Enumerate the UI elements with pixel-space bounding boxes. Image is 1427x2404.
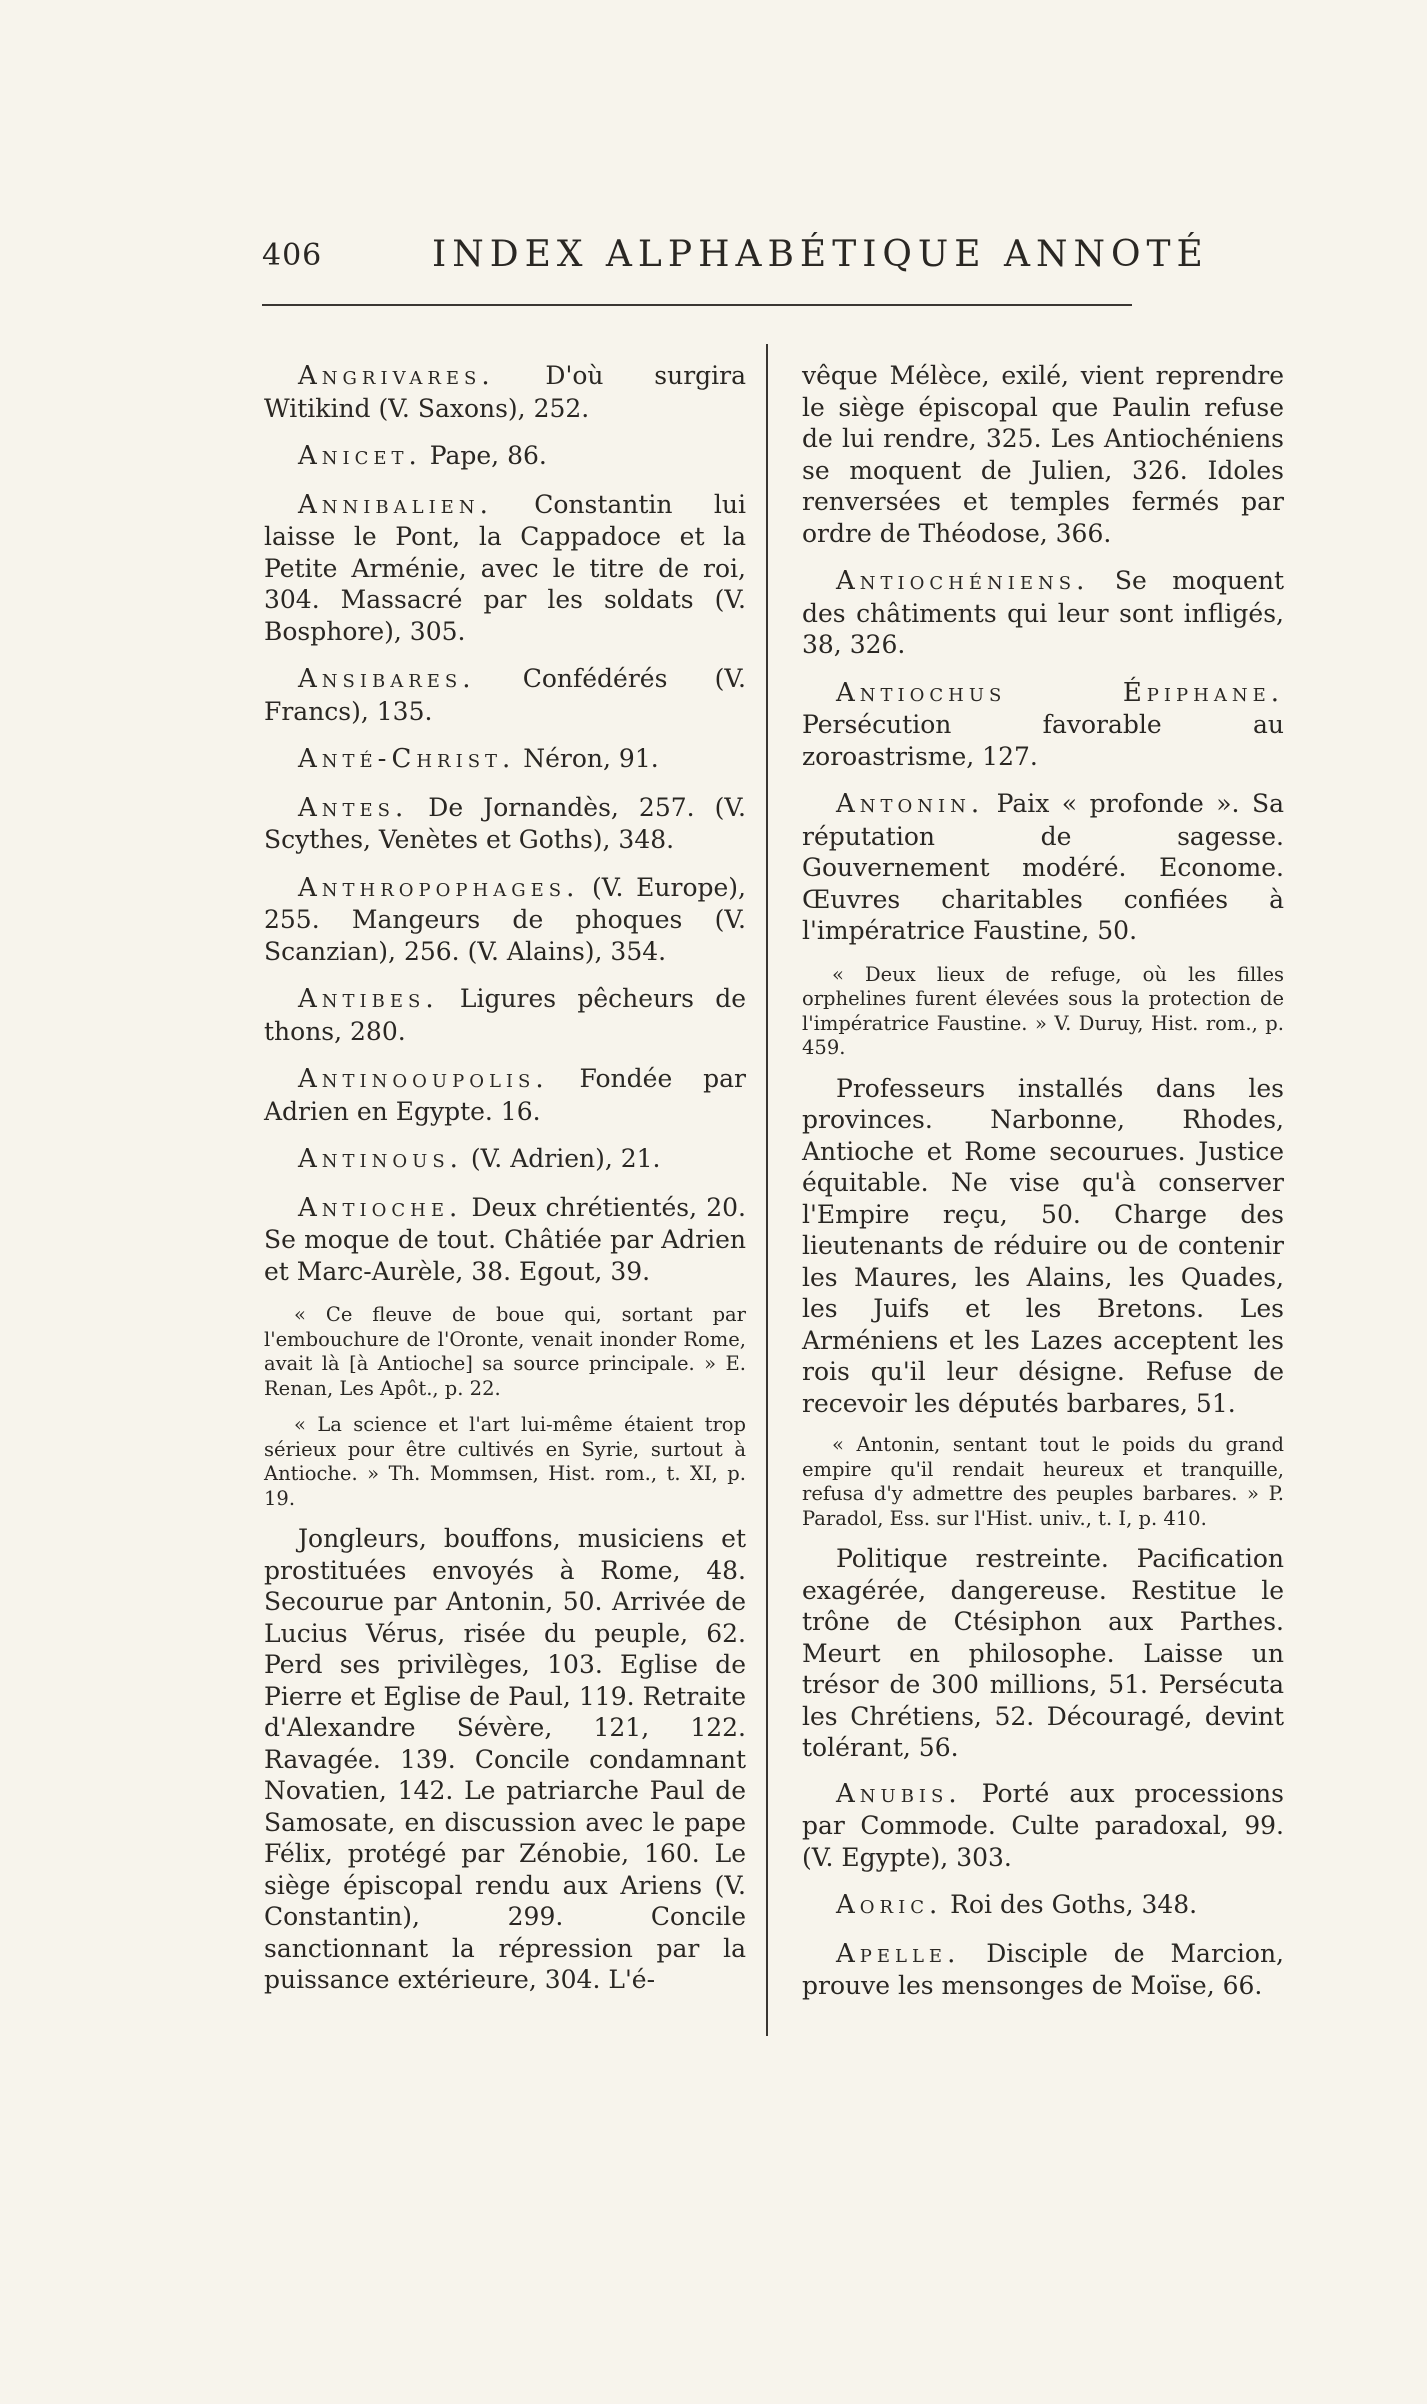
entry-text: (V. Adrien), 21. bbox=[462, 1144, 661, 1173]
index-entry bbox=[802, 1889, 1284, 1922]
entry-text: Confédérés (V. Francs), 135. bbox=[264, 664, 746, 726]
entry-text: Deux chrétientés, 20. Se moque de tout. Châtiée par Adrien et Marc-Aurèle, 38. Egout, 39. bbox=[264, 1192, 746, 1286]
left-column bbox=[264, 360, 746, 2010]
citation-quote: « La science et l'art lui-même étaient trop sérieux pour être cultivés en Syrie, surtout à Antioche. » Th. Mommsen, Hist. rom., t. XI, p. 19. bbox=[264, 1413, 746, 1510]
index-entry bbox=[802, 1938, 1284, 2002]
citation-quote: « Ce fleuve de boue qui, sortant par l'embouchure de l'Oronte, venait inonder Rome, avait là [à Antioche] sa source principale. » E. Renan, Les Apôt., p. 22. bbox=[264, 1303, 746, 1400]
entry-text: Néron, 91. bbox=[515, 744, 659, 773]
entry-text: Pape, 86. bbox=[421, 441, 547, 470]
entry-text: De Jornandès, 257. (V. Scythes, Venètes et Goths), 348. bbox=[264, 792, 746, 854]
citation-quote: « Deux lieux de refuge, où les filles orphelines furent élevées sous la protection de l'impératrice Faustine. » V. Duruy, Hist. rom., p. 459. bbox=[802, 962, 1284, 1059]
entry-text: Ligures pêcheurs de thons, 280. bbox=[264, 984, 746, 1046]
entry-continuation: vêque Mélèce, exilé, vient reprendre le siège épiscopal que Paulin refuse de lui rendre, 325. Les Antiochéniens se moquent de Julien, 326. Idoles renversées et temples fermés par ordre de Théodose, 366. bbox=[802, 361, 1284, 548]
index-entry bbox=[802, 1778, 1284, 1874]
entry-continuation: Jongleurs, bouffons, musiciens et prostituées envoyés à Rome, 48. Secourue par Antonin, 50. Arrivée de Lucius Vérus, risée du peuple, 62. Perd ses privilèges, 103. Eglise de Pierre et Eglise de Paul, 119. Retraite d'Alexandre Sévère, 121, 122. Ravagée. 139. Concile condamnant Novatien, 142. Le patriarche Paul de Samosate, en discussion avec le pape Félix, protégé par Zénobie, 160. Le siège épiscopal rendu aux Ariens (V. Constantin), 299. Concile sanctionnant la répression par la puissance extérieure, 304. L'é- bbox=[264, 1524, 746, 1994]
header-rule bbox=[262, 304, 1132, 306]
entry-paragraph: Professeurs installés dans les provinces. Narbonne, Rhodes, Antioche et Rome secourues. Justice équitable. Ne vise qu'à conserver l'Empire reçu, 50. Charge des lieutenants de réduire ou de contenir les Maures, les Alains, les Quades, les Juifs et les Bretons. Les Arméniens et les Lazes acceptent les rois qu'il leur désigne. Refuse de recevoir les députés barbares, 51. bbox=[802, 1073, 1284, 1418]
entry-head: Anté-Christ. bbox=[298, 744, 516, 774]
entry-text: Roi des Goths, 348. bbox=[942, 1890, 1198, 1919]
entry-head: Anicet. bbox=[298, 441, 422, 471]
entry-text: Paix « profonde ». Sa réputation de sagesse. Gouvernement modéré. Econome. Œuvres charitables confiées à l'impératrice Faustine, 50. bbox=[802, 789, 1284, 945]
index-entry bbox=[264, 663, 746, 727]
column-divider bbox=[766, 344, 768, 2036]
entry-text: Se moquent des châtiments qui leur sont infligés, 38, 326. bbox=[802, 566, 1284, 659]
entry-head: Antes. bbox=[298, 792, 409, 823]
entry-text: Porté aux processions par Commode. Culte paradoxal, 99. (V. Egypte), 303. bbox=[802, 1778, 1284, 1872]
entry-head: Antinous. bbox=[298, 1144, 463, 1174]
index-entry bbox=[264, 983, 746, 1047]
entry-text: Disciple de Marcion, prouve les mensonges de Moïse, 66. bbox=[802, 1938, 1284, 2000]
entry-paragraph: Politique restreinte. Pacification exagérée, dangereuse. Restitue le trône de Ctésiphon aux Parthes. Meurt en philosophe. Laisse un trésor de 300 millions, 51. Persécuta les Chrétiens, 52. Découragé, devint tolérant, 56. bbox=[802, 1544, 1284, 1762]
page-title: INDEX ALPHABÉTIQUE ANNOTÉ bbox=[432, 234, 1209, 275]
entry-head: Anthropophages. bbox=[298, 872, 580, 903]
page-header bbox=[0, 234, 1427, 278]
index-entry bbox=[264, 489, 746, 648]
index-entry bbox=[264, 792, 746, 856]
entry-head: Angrivares. bbox=[298, 361, 495, 391]
entry-head: Aoric. bbox=[836, 1890, 943, 1920]
entry-head: Antonin. bbox=[836, 789, 985, 819]
entry-text: (V. Europe), 255. Mangeurs de phoques (V. Scanzian), 256. (V. Alains), 354. bbox=[264, 872, 746, 966]
entry-head: Antibes. bbox=[298, 984, 439, 1014]
entry-head: Ansibares. bbox=[298, 664, 476, 694]
index-entry bbox=[264, 1143, 746, 1176]
citation-quote: « Antonin, sentant tout le poids du grand empire qu'il rendait heureux et tranquille, refusa d'y admettre des peuples barbares. » P. Paradol, Ess. sur l'Hist. univ., t. I, p. 410. bbox=[802, 1433, 1284, 1530]
entry-head: Antiochus Épiphane. bbox=[836, 677, 1284, 708]
index-entry bbox=[264, 1063, 746, 1127]
entry-text: Fondée par Adrien en Egypte. 16. bbox=[264, 1064, 746, 1126]
index-entry bbox=[264, 872, 746, 968]
index-entry bbox=[264, 1192, 746, 1288]
right-column bbox=[802, 360, 1284, 2018]
entry-text: Constantin lui laisse le Pont, la Cappadoce et la Petite Arménie, avec le titre de roi, 304. Massacré par les soldats (V. Bosphore), 305. bbox=[264, 489, 746, 646]
entry-head: Annibalien. bbox=[298, 489, 493, 520]
entry-head: Antiochéniens. bbox=[836, 566, 1090, 596]
index-entry bbox=[264, 360, 746, 424]
entry-head: Antioche. bbox=[298, 1192, 463, 1223]
index-entry bbox=[264, 440, 746, 473]
page-number: 406 bbox=[262, 238, 323, 273]
entry-head: Antinooupolis. bbox=[298, 1064, 549, 1094]
index-entry bbox=[802, 565, 1284, 661]
index-entry bbox=[802, 677, 1284, 773]
entry-text: Persécution favorable au zoroastrisme, 127. bbox=[802, 710, 1284, 771]
index-entry bbox=[264, 743, 746, 776]
index-entry bbox=[802, 788, 1284, 947]
entry-head: Apelle. bbox=[836, 1938, 961, 1969]
entry-text: D'où surgira Witikind (V. Saxons), 252. bbox=[264, 361, 746, 423]
entry-head: Anubis. bbox=[836, 1778, 962, 1809]
